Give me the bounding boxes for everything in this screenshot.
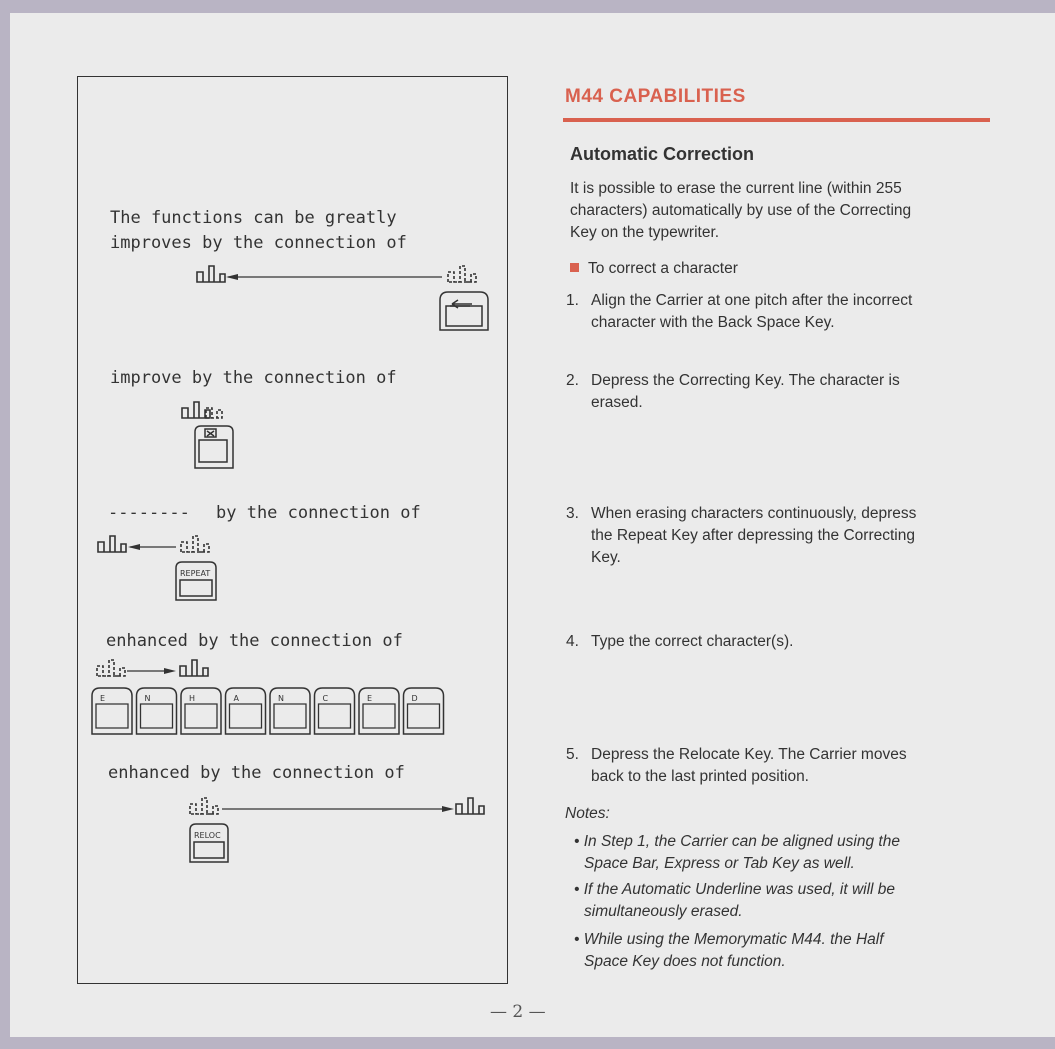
- step-number: 3.: [566, 505, 579, 522]
- letter-key-label: N: [144, 694, 151, 703]
- step-line: character with the Back Space Key.: [591, 314, 835, 331]
- note-2: [574, 879, 895, 923]
- letter-key-label: A: [233, 694, 239, 703]
- letter-key-label: N: [278, 694, 284, 703]
- step-5: [566, 744, 996, 788]
- left-text-dashes: --------: [108, 503, 190, 523]
- page-number: — 2 —: [490, 1002, 546, 1022]
- letter-key-label: H: [189, 694, 196, 703]
- step-line: Align the Carrier at one pitch after the incorrect: [591, 292, 913, 309]
- bullet-heading-text: To correct a character: [588, 260, 738, 277]
- square-bullet-icon: [570, 263, 579, 272]
- step-line: When erasing characters continuously, depress: [591, 505, 917, 522]
- left-text-line-4: by the connection of: [216, 503, 421, 523]
- step-number: 5.: [566, 746, 579, 763]
- note-1: [574, 831, 900, 875]
- note-line: • While using the Memorymatic M44. the Half: [574, 931, 884, 948]
- step-3: [566, 503, 996, 569]
- notes-label: Notes:: [565, 805, 610, 822]
- intro-line: characters) automatically by use of the Correcting: [570, 202, 912, 219]
- step-line: Depress the Correcting Key. The character is: [591, 372, 900, 389]
- note-line: Space Key does not function.: [584, 953, 786, 970]
- step-number: 4.: [566, 633, 579, 650]
- title-underline: [563, 118, 990, 122]
- intro-line: Key on the typewriter.: [570, 224, 720, 241]
- repeat-key-label: REPEAT: [180, 569, 211, 578]
- left-text-line-5: enhanced by the connection of: [106, 631, 403, 651]
- left-text-line-1: The functions can be greatly: [110, 208, 397, 228]
- step-line: Depress the Relocate Key. The Carrier moves: [591, 746, 907, 763]
- intro-paragraph: [570, 178, 911, 244]
- left-text-line-3: improve by the connection of: [110, 368, 397, 388]
- bullet-heading: [570, 258, 738, 280]
- step-number: 2.: [566, 372, 579, 389]
- step-line: the Repeat Key after depressing the Correcting: [591, 527, 915, 544]
- step-line: Type the correct character(s).: [591, 633, 794, 650]
- step-line: back to the last printed position.: [591, 768, 809, 785]
- left-text-line-2: improves by the connection of: [110, 233, 407, 253]
- note-3: [574, 929, 884, 973]
- step-2: [566, 370, 996, 414]
- intro-line: It is possible to erase the current line (within 255: [570, 180, 902, 197]
- letter-key-label: E: [100, 694, 106, 703]
- reloc-key-label: RELOC: [194, 831, 221, 840]
- subsection-title: Automatic Correction: [570, 144, 755, 164]
- note-line: • In Step 1, the Carrier can be aligned using the: [574, 833, 900, 850]
- note-line: simultaneously erased.: [584, 903, 743, 920]
- left-text-line-6: enhanced by the connection of: [108, 763, 405, 783]
- step-1: [566, 290, 996, 334]
- letter-key-label: E: [367, 694, 373, 703]
- section-title: M44 CAPABILITIES: [565, 86, 746, 107]
- letter-key-label: D: [411, 694, 418, 703]
- letter-key-label: C: [322, 694, 329, 703]
- step-number: 1.: [566, 292, 579, 309]
- step-line: erased.: [591, 394, 643, 411]
- step-4: [566, 631, 996, 653]
- step-line: Key.: [591, 549, 621, 566]
- note-line: • If the Automatic Underline was used, it will be: [574, 881, 896, 898]
- note-line: Space Bar, Express or Tab Key as well.: [584, 855, 855, 872]
